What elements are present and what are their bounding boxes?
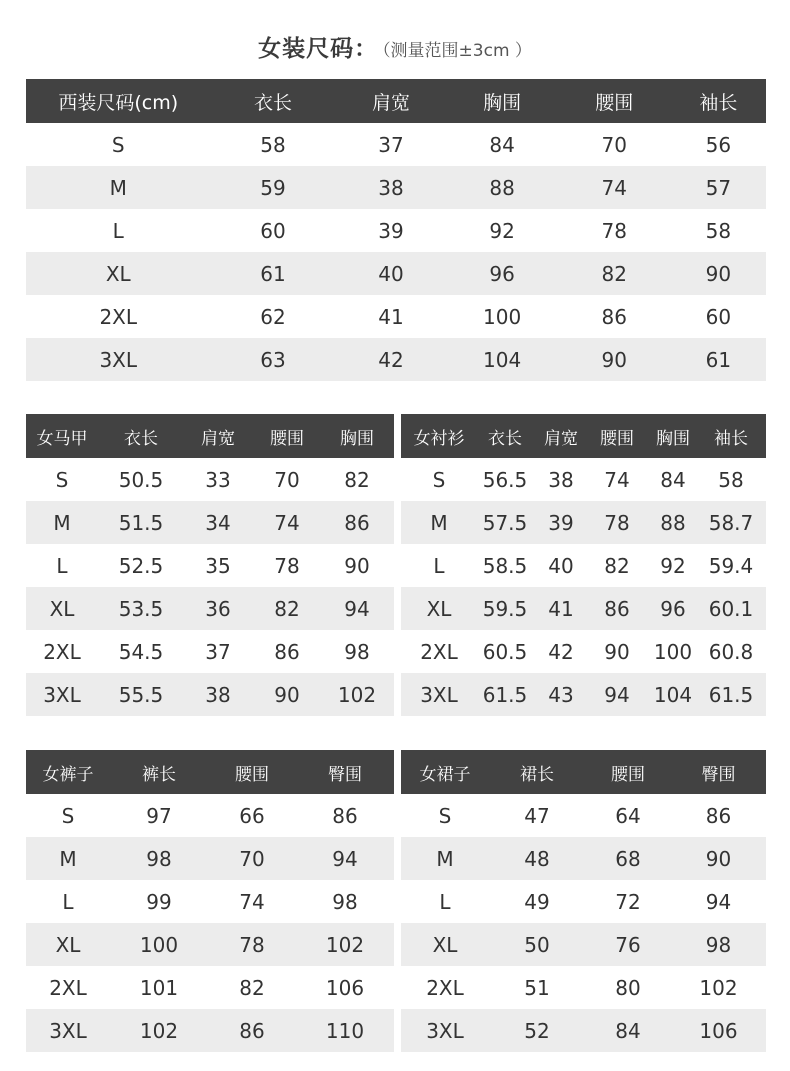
measurement-cell: 38 bbox=[378, 175, 404, 200]
measurement-cell: 78 bbox=[601, 218, 627, 243]
column-header: 衣长 bbox=[488, 428, 522, 449]
table-row bbox=[26, 587, 394, 630]
measurement-cell: 60 bbox=[260, 218, 286, 243]
measurement-cell: 100 bbox=[653, 639, 693, 664]
measurement-cell: 38 bbox=[205, 682, 231, 707]
table-header bbox=[401, 414, 766, 458]
measurement-cell: 104 bbox=[483, 347, 522, 372]
measurement-cell: 58 bbox=[260, 132, 286, 157]
measurement-cell: 86 bbox=[344, 510, 370, 535]
measurement-cell: 90 bbox=[705, 261, 732, 286]
table-row bbox=[26, 252, 766, 295]
measurement-cell: 58.5 bbox=[482, 553, 528, 578]
measurement-cell: 56.5 bbox=[482, 467, 528, 492]
column-header: 女衬衫 bbox=[413, 428, 465, 449]
size-label: XL bbox=[55, 932, 81, 957]
table-row bbox=[401, 458, 766, 501]
column-header: 肩宽 bbox=[544, 428, 578, 449]
column-header: 女裤子 bbox=[42, 764, 94, 785]
measurement-cell: 102 bbox=[337, 682, 377, 707]
size-label: L bbox=[112, 218, 124, 243]
table-header bbox=[26, 750, 394, 794]
size-label: M bbox=[59, 846, 77, 871]
title-note: （测量范围±3cm ） bbox=[382, 41, 532, 61]
column-header: 裙长 bbox=[520, 764, 554, 785]
table-row bbox=[401, 501, 766, 544]
measurement-cell: 38 bbox=[548, 467, 574, 492]
measurement-cell: 98 bbox=[705, 932, 732, 957]
column-header: 衣长 bbox=[253, 91, 292, 114]
measurement-cell: 86 bbox=[332, 803, 358, 828]
measurement-cell: 63 bbox=[260, 347, 286, 372]
measurement-cell: 97 bbox=[146, 803, 172, 828]
measurement-cell: 90 bbox=[344, 553, 370, 578]
measurement-cell: 84 bbox=[660, 467, 686, 492]
table-row bbox=[26, 794, 394, 837]
measurement-cell: 102 bbox=[139, 1018, 179, 1043]
measurement-cell: 78 bbox=[604, 510, 630, 535]
table-row bbox=[26, 295, 766, 338]
measurement-cell: 64 bbox=[615, 803, 641, 828]
measurement-cell: 102 bbox=[699, 975, 738, 1000]
size-label: 3XL bbox=[99, 347, 138, 372]
column-header: 肩宽 bbox=[372, 91, 411, 114]
measurement-cell: 86 bbox=[239, 1018, 265, 1043]
measurement-cell: 98 bbox=[344, 639, 370, 664]
column-header: 臀围 bbox=[701, 764, 736, 785]
table-header bbox=[401, 750, 766, 794]
measurement-cell: 92 bbox=[660, 553, 686, 578]
size-label: 2XL bbox=[426, 975, 464, 1000]
size-label: 3XL bbox=[420, 682, 458, 707]
size-label: M bbox=[436, 846, 454, 871]
measurement-cell: 61 bbox=[260, 261, 286, 286]
measurement-cell: 94 bbox=[705, 889, 732, 914]
column-header: 腰围 bbox=[600, 428, 634, 449]
measurement-cell: 34 bbox=[205, 510, 231, 535]
page-title bbox=[0, 30, 790, 63]
size-label: S bbox=[61, 803, 75, 828]
measurement-cell: 60.5 bbox=[482, 639, 528, 664]
measurement-cell: 99 bbox=[146, 889, 172, 914]
table-row bbox=[401, 880, 766, 923]
column-header: 女马甲 bbox=[36, 428, 88, 449]
measurement-cell: 70 bbox=[601, 132, 627, 157]
measurement-cell: 82 bbox=[604, 553, 630, 578]
measurement-cell: 62 bbox=[260, 304, 286, 329]
table-row bbox=[401, 923, 766, 966]
measurement-cell: 42 bbox=[378, 347, 404, 372]
column-header: 臀围 bbox=[328, 764, 362, 785]
measurement-cell: 82 bbox=[239, 975, 265, 1000]
measurement-cell: 92 bbox=[489, 218, 515, 243]
measurement-cell: 74 bbox=[601, 175, 627, 200]
table-row bbox=[26, 1009, 394, 1052]
measurement-cell: 76 bbox=[615, 932, 641, 957]
measurement-cell: 42 bbox=[548, 639, 574, 664]
measurement-cell: 52.5 bbox=[118, 553, 164, 578]
measurement-cell: 84 bbox=[615, 1018, 641, 1043]
measurement-cell: 57 bbox=[705, 175, 732, 200]
table-row bbox=[26, 338, 766, 381]
measurement-cell: 98 bbox=[332, 889, 358, 914]
table-row bbox=[401, 1009, 766, 1052]
suit-size-table bbox=[26, 79, 766, 381]
measurement-cell: 40 bbox=[548, 553, 574, 578]
measurement-cell: 37 bbox=[205, 639, 231, 664]
column-header: 腰围 bbox=[595, 91, 634, 114]
skirt-size-table bbox=[401, 750, 766, 1052]
column-header: 胸围 bbox=[340, 428, 374, 449]
measurement-cell: 98 bbox=[146, 846, 172, 871]
measurement-cell: 90 bbox=[274, 682, 300, 707]
measurement-cell: 101 bbox=[139, 975, 179, 1000]
table-row bbox=[26, 458, 394, 501]
column-header: 腰围 bbox=[235, 764, 269, 785]
measurement-cell: 96 bbox=[489, 261, 515, 286]
table-row bbox=[401, 966, 766, 1009]
size-label: 2XL bbox=[420, 639, 458, 664]
table-row bbox=[401, 673, 766, 716]
measurement-cell: 70 bbox=[239, 846, 265, 871]
column-header: 腰围 bbox=[611, 764, 645, 785]
measurement-cell: 86 bbox=[274, 639, 300, 664]
column-header: 衣长 bbox=[124, 428, 158, 449]
measurement-cell: 50.5 bbox=[118, 467, 164, 492]
measurement-cell: 80 bbox=[615, 975, 641, 1000]
measurement-cell: 96 bbox=[660, 596, 686, 621]
measurement-cell: 100 bbox=[483, 304, 522, 329]
measurement-cell: 51 bbox=[524, 975, 550, 1000]
measurement-cell: 104 bbox=[653, 682, 693, 707]
measurement-cell: 88 bbox=[660, 510, 686, 535]
table-row bbox=[26, 630, 394, 673]
measurement-cell: 72 bbox=[615, 889, 641, 914]
size-label: 3XL bbox=[49, 1018, 87, 1043]
table-row bbox=[26, 501, 394, 544]
column-header: 西装尺码(cm) bbox=[58, 91, 179, 114]
measurement-cell: 48 bbox=[524, 846, 550, 871]
table-header bbox=[26, 79, 766, 123]
shirt-size-table bbox=[401, 414, 766, 716]
vest-size-table bbox=[26, 414, 394, 716]
measurement-cell: 33 bbox=[205, 467, 231, 492]
measurement-cell: 110 bbox=[325, 1018, 365, 1043]
measurement-cell: 58 bbox=[705, 218, 732, 243]
column-header: 胸围 bbox=[483, 91, 522, 114]
measurement-cell: 47 bbox=[524, 803, 550, 828]
measurement-cell: 58.7 bbox=[708, 510, 754, 535]
table-row bbox=[26, 166, 766, 209]
pants-size-table bbox=[26, 750, 394, 1052]
table-row bbox=[26, 880, 394, 923]
measurement-cell: 100 bbox=[139, 932, 179, 957]
column-header: 肩宽 bbox=[201, 428, 235, 449]
size-label: 2XL bbox=[49, 975, 87, 1000]
table-row bbox=[401, 544, 766, 587]
measurement-cell: 90 bbox=[601, 347, 627, 372]
measurement-cell: 68 bbox=[615, 846, 641, 871]
size-label: L bbox=[439, 889, 451, 914]
measurement-cell: 51.5 bbox=[118, 510, 164, 535]
size-label: 3XL bbox=[426, 1018, 464, 1043]
measurement-cell: 56 bbox=[705, 132, 732, 157]
measurement-cell: 82 bbox=[601, 261, 627, 286]
measurement-cell: 94 bbox=[604, 682, 630, 707]
measurement-cell: 36 bbox=[205, 596, 231, 621]
measurement-cell: 106 bbox=[699, 1018, 738, 1043]
measurement-cell: 102 bbox=[325, 932, 365, 957]
measurement-cell: 39 bbox=[548, 510, 574, 535]
measurement-cell: 60.8 bbox=[708, 639, 754, 664]
table-row bbox=[26, 966, 394, 1009]
table-header bbox=[26, 414, 394, 458]
size-label: S bbox=[111, 132, 125, 157]
measurement-cell: 54.5 bbox=[118, 639, 164, 664]
measurement-cell: 41 bbox=[548, 596, 574, 621]
measurement-cell: 90 bbox=[604, 639, 630, 664]
measurement-cell: 78 bbox=[239, 932, 265, 957]
size-label: S bbox=[55, 467, 69, 492]
size-label: XL bbox=[426, 596, 452, 621]
measurement-cell: 82 bbox=[274, 596, 300, 621]
table-row bbox=[26, 837, 394, 880]
measurement-cell: 86 bbox=[601, 304, 627, 329]
column-header: 胸围 bbox=[656, 428, 690, 449]
measurement-cell: 84 bbox=[489, 132, 515, 157]
column-header: 袖长 bbox=[699, 91, 738, 114]
measurement-cell: 74 bbox=[604, 467, 630, 492]
table-row bbox=[26, 673, 394, 716]
measurement-cell: 78 bbox=[274, 553, 300, 578]
size-label: S bbox=[432, 467, 446, 492]
size-label: XL bbox=[49, 596, 75, 621]
table-row bbox=[401, 794, 766, 837]
measurement-cell: 59 bbox=[260, 175, 286, 200]
column-header: 袖长 bbox=[714, 428, 748, 449]
column-header: 女裙子 bbox=[419, 764, 471, 785]
size-label: XL bbox=[432, 932, 458, 957]
table-row bbox=[401, 837, 766, 880]
size-label: L bbox=[62, 889, 74, 914]
measurement-cell: 39 bbox=[378, 218, 404, 243]
size-label: M bbox=[53, 510, 71, 535]
measurement-cell: 59.4 bbox=[708, 553, 754, 578]
size-label: L bbox=[433, 553, 445, 578]
measurement-cell: 74 bbox=[239, 889, 265, 914]
table-row bbox=[401, 587, 766, 630]
measurement-cell: 70 bbox=[274, 467, 300, 492]
size-label: XL bbox=[105, 261, 131, 286]
measurement-cell: 82 bbox=[344, 467, 370, 492]
measurement-cell: 50 bbox=[524, 932, 550, 957]
measurement-cell: 60.1 bbox=[708, 596, 754, 621]
measurement-cell: 61.5 bbox=[482, 682, 528, 707]
size-label: 2XL bbox=[99, 304, 138, 329]
measurement-cell: 49 bbox=[524, 889, 550, 914]
measurement-cell: 94 bbox=[332, 846, 358, 871]
size-label: S bbox=[438, 803, 452, 828]
size-label: M bbox=[430, 510, 448, 535]
table-row bbox=[26, 123, 766, 166]
measurement-cell: 59.5 bbox=[482, 596, 528, 621]
measurement-cell: 60 bbox=[705, 304, 732, 329]
measurement-cell: 57.5 bbox=[482, 510, 528, 535]
measurement-cell: 53.5 bbox=[118, 596, 164, 621]
size-label: L bbox=[56, 553, 68, 578]
measurement-cell: 43 bbox=[548, 682, 574, 707]
column-header: 腰围 bbox=[270, 428, 304, 449]
measurement-cell: 74 bbox=[274, 510, 300, 535]
measurement-cell: 66 bbox=[239, 803, 265, 828]
size-label: 3XL bbox=[43, 682, 81, 707]
column-header: 裤长 bbox=[142, 764, 176, 785]
table-row bbox=[26, 209, 766, 252]
measurement-cell: 35 bbox=[205, 553, 231, 578]
measurement-cell: 86 bbox=[604, 596, 630, 621]
measurement-cell: 90 bbox=[705, 846, 732, 871]
table-row bbox=[401, 630, 766, 673]
title-main: 女装尺码： bbox=[258, 36, 379, 62]
measurement-cell: 88 bbox=[489, 175, 515, 200]
measurement-cell: 41 bbox=[378, 304, 404, 329]
measurement-cell: 61.5 bbox=[708, 682, 754, 707]
measurement-cell: 58 bbox=[718, 467, 744, 492]
size-label: 2XL bbox=[43, 639, 81, 664]
measurement-cell: 106 bbox=[325, 975, 365, 1000]
table-row bbox=[26, 544, 394, 587]
measurement-cell: 94 bbox=[344, 596, 370, 621]
measurement-cell: 40 bbox=[378, 261, 404, 286]
measurement-cell: 37 bbox=[378, 132, 404, 157]
table-row bbox=[26, 923, 394, 966]
size-label: M bbox=[109, 175, 127, 200]
measurement-cell: 52 bbox=[524, 1018, 550, 1043]
measurement-cell: 55.5 bbox=[118, 682, 164, 707]
measurement-cell: 61 bbox=[705, 347, 732, 372]
measurement-cell: 86 bbox=[705, 803, 732, 828]
